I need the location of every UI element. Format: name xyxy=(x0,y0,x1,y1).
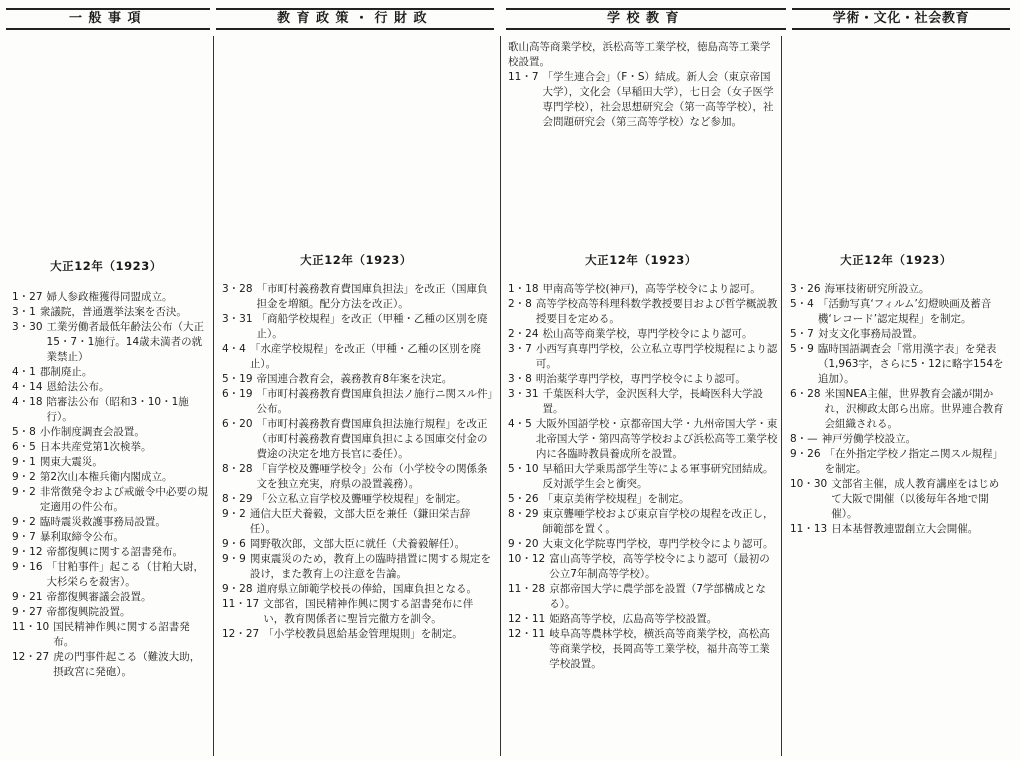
entry-date: 5・10 xyxy=(508,463,539,475)
list-item xyxy=(12,620,208,650)
entry-date: 6・5 xyxy=(12,441,36,453)
entry-date: 11・28 xyxy=(508,583,546,595)
list-item xyxy=(790,522,1006,537)
list-item xyxy=(508,297,778,327)
entry-date: 4・1 xyxy=(12,366,36,378)
entry-date: 2・24 xyxy=(508,328,539,340)
list-item xyxy=(222,507,494,537)
entry-text: 「市町村義務教育費国庫負担法」を改正（国庫負担金を増額。配分方法を改正）。 xyxy=(256,283,488,310)
list-item xyxy=(222,417,494,462)
entry-text: 通信大臣犬養毅，文部大臣を兼任（鎌田栄吉辞任）。 xyxy=(249,508,471,535)
entry-date: 3・26 xyxy=(790,283,821,295)
list-item xyxy=(790,447,1006,477)
list-item xyxy=(12,470,208,485)
entry-date: 4・18 xyxy=(12,396,43,408)
entry-text: 「公立私立盲学校及聾唖学校規程」を制定。 xyxy=(256,493,467,505)
list-item xyxy=(222,387,494,417)
list-item xyxy=(508,327,778,342)
list-item xyxy=(12,380,208,395)
table-header-row xyxy=(6,8,1010,36)
entry-text: 岡野敬次郎，文部大臣に就任（犬養毅解任）。 xyxy=(249,538,466,550)
era-label-culture: 大正12年（1923） xyxy=(840,253,952,267)
entry-date: 9・26 xyxy=(790,448,821,460)
column-divider-3 xyxy=(781,36,782,756)
entry-text: 京都帝国大学に農学部を設置（7学部構成となる）。 xyxy=(549,583,766,610)
entry-text: 臨時震災救護事務局設置。 xyxy=(39,516,166,528)
list-item xyxy=(12,650,208,680)
entry-text: 「盲学校及聾唖学校令」公布（小学校令の関係条文を独立充実，府県の設置義務）。 xyxy=(256,463,488,490)
entry-text: 「市町村義務教育費国庫負担法ノ施行ニ関スル件」公布。 xyxy=(256,388,493,415)
list-item xyxy=(222,582,494,597)
entry-text: 道府県立師範学校長の俸給，国庫負担となる。 xyxy=(256,583,478,595)
list-item xyxy=(222,462,494,492)
list-item xyxy=(508,462,778,492)
entry-date: 9・7 xyxy=(12,531,36,543)
entry-text: 富山高等学校，高等学校令により認可（最初の公立7年制高等学校）。 xyxy=(549,553,770,580)
entry-text: 帝都復興に関する詔書発布。 xyxy=(46,546,184,558)
list-item xyxy=(790,342,1006,387)
entry-text: 工業労働者最低年齢法公布（大正15・7・1施行。14歳未満者の就業禁止） xyxy=(46,321,205,363)
list-item xyxy=(508,582,778,612)
list-item xyxy=(508,282,778,297)
list-item xyxy=(222,627,494,642)
entry-text: 「甘粕事件」起こる（甘粕大尉，大杉栄らを殺害）。 xyxy=(46,561,205,588)
entry-text: 松山高等商業学校，専門学校令により認可。 xyxy=(542,328,753,340)
entry-date: 5・4 xyxy=(790,298,814,310)
entry-text: 帝都復興審議会設置。 xyxy=(46,591,152,603)
entry-date: 9・16 xyxy=(12,561,43,573)
entry-date: 11・7 xyxy=(508,71,539,83)
list-item xyxy=(12,365,208,380)
entry-text: 第2次山本権兵衛内閣成立。 xyxy=(39,471,173,483)
entry-text: 暴利取締令公布。 xyxy=(39,531,124,543)
entry-text: 文部省主催，成人教育講座をはじめて大阪で開催（以後毎年各地で開催）。 xyxy=(831,478,1000,520)
entry-date: 10・12 xyxy=(508,553,546,565)
entry-date: 6・19 xyxy=(222,388,253,400)
entry-date: 9・9 xyxy=(222,553,246,565)
entry-text: 関東震災のため，教育上の臨時措置に関する規定を設け，また教育上の注意を告論。 xyxy=(249,553,491,580)
entry-date: 11・10 xyxy=(12,621,50,633)
entry-text: 「在外指定学校ノ指定ニ関スル規程」を制定。 xyxy=(824,448,1004,475)
list-item xyxy=(222,597,494,627)
column-divider-1 xyxy=(213,36,214,756)
entry-text: 「小学校教員恩給基金管理規則」を制定。 xyxy=(263,628,463,640)
entry-date: 6・28 xyxy=(790,388,821,400)
list-item xyxy=(508,387,778,417)
entry-text: 婦人参政権獲得同盟成立。 xyxy=(46,291,173,303)
header-policy: 教育政策・行財政 xyxy=(216,8,494,30)
entry-date: 4・5 xyxy=(508,418,532,430)
entry-date: 3・30 xyxy=(12,321,43,333)
list-item xyxy=(222,342,494,372)
entry-text: 恩給法公布。 xyxy=(46,381,110,393)
header-school: 学校教育 xyxy=(506,8,786,30)
list-item xyxy=(222,282,494,312)
list-item xyxy=(508,537,778,552)
list-item xyxy=(222,537,494,552)
entry-text: 文部省，国民精神作興に関する詔書発布に伴い，教育関係者に聖旨完徹方を訓令。 xyxy=(263,598,474,625)
entry-text: 衆議院，普通選挙法案を否決。 xyxy=(39,306,187,318)
entry-text: 姫路高等学校，広島高等学校設置。 xyxy=(549,613,718,625)
entry-date: 9・6 xyxy=(222,538,246,550)
list-item xyxy=(790,387,1006,432)
entry-date: 12・27 xyxy=(12,651,50,663)
list-item xyxy=(12,305,208,320)
list-item xyxy=(790,477,1006,522)
list-item xyxy=(12,605,208,620)
entry-text: 関東大震災。 xyxy=(39,456,103,468)
list-item xyxy=(12,560,208,590)
entry-text: 甲南高等学校(神戸)，高等学校令により認可。 xyxy=(542,283,761,295)
entry-date: 9・28 xyxy=(222,583,253,595)
entry-text: 岐阜高等農林学校，横浜高等商業学校，高松高等商業学校，長岡高等工業学校，福井高等工業学校設置。 xyxy=(549,628,770,670)
entry-text: 大阪外国語学校・京都帝国大学・九州帝国大学・東北帝国大学・第四高等学校および浜松高等工業学校内に各臨時教員養成所を設置。 xyxy=(535,418,778,460)
policy-events-list xyxy=(222,282,494,642)
entry-date: 5・26 xyxy=(508,493,539,505)
list-item xyxy=(508,417,778,462)
entry-date: 5・19 xyxy=(222,373,253,385)
entry-date: 3・31 xyxy=(222,313,253,325)
list-item xyxy=(12,485,208,515)
list-item xyxy=(790,297,1006,327)
entry-text: 帝国連合教育会，義務教育8年案を決定。 xyxy=(256,373,453,385)
entry-date: 1・27 xyxy=(12,291,43,303)
entry-text: 海軍技術研究所設立。 xyxy=(824,283,930,295)
entry-text: 「商船学校規程」を改正（甲種・乙種の区別を廃止）。 xyxy=(256,313,488,340)
header-culture: 学術・文化・社会教育 xyxy=(792,8,1010,30)
list-item xyxy=(790,282,1006,297)
entry-text: 非常徴発令および戒厳令中必要の規定適用の件公布。 xyxy=(39,486,208,513)
school-continued-list xyxy=(508,40,778,130)
entry-text: 日本基督教連盟創立大会開催。 xyxy=(831,523,979,535)
list-item xyxy=(508,372,778,387)
entry-date: 3・31 xyxy=(508,388,539,400)
entry-text: 小西写真専門学校，公立私立専門学校規程により認可。 xyxy=(535,343,778,370)
entry-text: 「東京美術学校規程」を制定。 xyxy=(542,493,690,505)
list-item xyxy=(508,507,778,537)
entry-text: 明治薬学専門学校，専門学校令により認可。 xyxy=(535,373,746,385)
entry-text: 歌山高等商業学校，浜松高等工業学校，徳島高等工業学校設置。 xyxy=(508,41,771,68)
list-item xyxy=(12,530,208,545)
list-item xyxy=(222,552,494,582)
entry-text: 郡制廃止。 xyxy=(39,366,93,378)
entry-text: 臨時国語調査会「常用漢字表」を発表（1,963字，さらに5・12に略字154を追加）。 xyxy=(817,343,1004,385)
entry-text: 帝都復興院設置。 xyxy=(46,606,131,618)
column-divider-2 xyxy=(500,36,501,756)
entry-date: 9・1 xyxy=(12,456,36,468)
entry-date: 8・28 xyxy=(222,463,253,475)
entry-date: 9・21 xyxy=(12,591,43,603)
entry-date: 6・20 xyxy=(222,418,253,430)
list-item xyxy=(12,320,208,365)
entry-date: 12・11 xyxy=(508,628,546,640)
entry-date: 12・27 xyxy=(222,628,260,640)
entry-text: 東京聾唖学校および東京盲学校の規程を改正し，師範部を置く。 xyxy=(542,508,774,535)
list-item xyxy=(12,425,208,440)
era-label-school: 大正12年（1923） xyxy=(585,253,697,267)
culture-events-list xyxy=(790,282,1006,537)
entry-text: 「水産学校規程」を改正（甲種・乙種の区別を廃止）。 xyxy=(249,343,481,370)
era-label-policy: 大正12年（1923） xyxy=(300,253,412,267)
list-item xyxy=(12,515,208,530)
entry-text: 大東文化学院専門学校，専門学校令により認可。 xyxy=(542,538,774,550)
entry-date: 9・12 xyxy=(12,546,43,558)
entry-date: 8・29 xyxy=(222,493,253,505)
entry-text: 「活動写真‘フィルム’幻燈映画及蓄音機‘レコード’認定規程」を制定。 xyxy=(817,298,992,325)
entry-text: 陪審法公布（昭和3・10・1施行）。 xyxy=(46,396,189,423)
entry-text: 高等学校高等科理科数学教授要目および哲学概説教授要目を定める。 xyxy=(535,298,778,325)
entry-date: 8・— xyxy=(790,433,818,445)
entry-date: 1・18 xyxy=(508,283,539,295)
entry-date: 4・14 xyxy=(12,381,43,393)
list-item xyxy=(12,590,208,605)
general-events-list xyxy=(12,290,208,680)
list-item xyxy=(790,432,1006,447)
era-label-general: 大正12年（1923） xyxy=(50,259,162,273)
entry-date: 5・9 xyxy=(790,343,814,355)
entry-text: 日本共産党第1次検挙。 xyxy=(39,441,152,453)
entry-text: 「学生連合会」（F・S）結成。新人会（東京帝国大学），文化会（早稲田大学），七日会（女子医学専門学校），社会思想研究会（第一高等学校），社会問題研究会（第三高等学校）など参加。 xyxy=(542,71,774,128)
list-item xyxy=(508,627,778,672)
entry-date: 12・11 xyxy=(508,613,546,625)
entry-text: 神戸労働学校設立。 xyxy=(821,433,917,445)
entry-text: 国民精神作興に関する詔書発布。 xyxy=(53,621,190,648)
entry-date: 9・2 xyxy=(12,486,36,498)
entry-date: 4・4 xyxy=(222,343,246,355)
entry-date: 3・1 xyxy=(12,306,36,318)
list-item xyxy=(508,342,778,372)
list-item xyxy=(12,440,208,455)
entry-date: 9・27 xyxy=(12,606,43,618)
list-item xyxy=(12,455,208,470)
entry-date: 9・2 xyxy=(222,508,246,520)
entry-text: 小作制度調査会設置。 xyxy=(39,426,145,438)
list-item xyxy=(12,395,208,425)
list-item xyxy=(790,327,1006,342)
list-item xyxy=(508,552,778,582)
entry-text: 対支文化事務局設置。 xyxy=(817,328,923,340)
list-item xyxy=(508,70,778,130)
entry-text: 米国NEA主催，世界教育会議が開かれ，沢柳政太郎ら出席。世界連合教育会組織される。 xyxy=(824,388,1004,430)
entry-date: 3・7 xyxy=(508,343,532,355)
entry-date: 8・29 xyxy=(508,508,539,520)
list-item xyxy=(222,312,494,342)
entry-date: 3・8 xyxy=(508,373,532,385)
entry-text: 虎の門事件起こる（難波大助，摂政宮に発砲）。 xyxy=(53,651,201,678)
entry-date: 11・17 xyxy=(222,598,260,610)
entry-date: 9・2 xyxy=(12,471,36,483)
entry-date: 10・30 xyxy=(790,478,828,490)
entry-date: 2・8 xyxy=(508,298,532,310)
header-general: 一般事項 xyxy=(6,8,210,30)
list-item xyxy=(12,290,208,305)
entry-date: 11・13 xyxy=(790,523,828,535)
entry-text: 千葉医科大学，金沢医科大学，長崎医科大学設置。 xyxy=(542,388,764,415)
list-item xyxy=(222,492,494,507)
entry-date: 9・2 xyxy=(12,516,36,528)
entry-text: 早稲田大学乗馬部学生等による軍事研究団結成。反対派学生会と衝突。 xyxy=(542,463,774,490)
entry-date: 5・7 xyxy=(790,328,814,340)
entry-date: 3・28 xyxy=(222,283,253,295)
school-events-list xyxy=(508,282,778,672)
entry-text: 「市町村義務教育費国庫負担法施行規程」を改正（市町村義務教育費国庫負担による国庫交付金の費途の決定を地方長官に委任）。 xyxy=(256,418,488,460)
entry-date: 5・8 xyxy=(12,426,36,438)
list-item xyxy=(508,612,778,627)
list-item xyxy=(12,545,208,560)
entry-date: 9・20 xyxy=(508,538,539,550)
list-item xyxy=(508,492,778,507)
list-item xyxy=(508,40,778,70)
list-item xyxy=(222,372,494,387)
